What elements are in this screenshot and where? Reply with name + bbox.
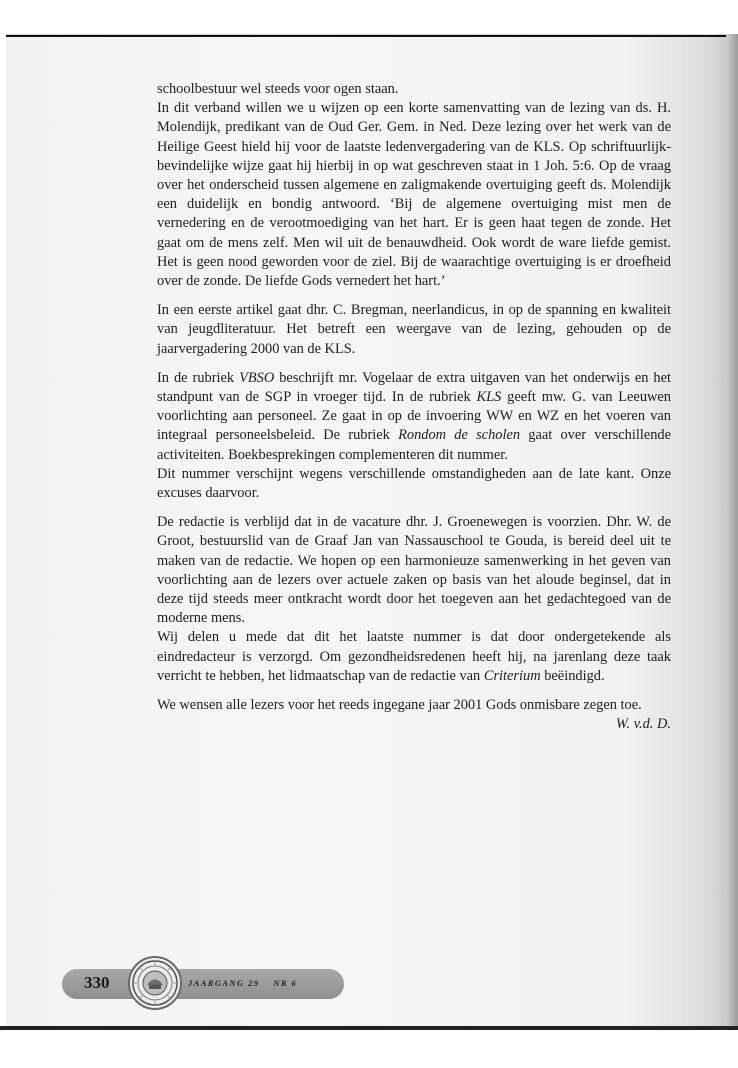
paragraph-1: schoolbestuur wel steeds voor ogen staan. [157,81,399,97]
paragraph-7 [157,628,671,686]
page-number: 330 [84,973,110,992]
article-body [157,80,671,735]
paragraph-6: De redactie is verblijd dat in de vacature dhr. J. Groenewegen is voorzien. Dhr. W. de Groot, bestuurslid van de Graaf Jan van Nassauschool te Gouda, is bereid deel uit te maken van de redactie. We hopen op een harmonieuze samenwerking in het geven van voorlichting aan de lezers over actuele zaken op basis van het aloude beginsel, dat in deze tijd steeds meer ontkracht wordt door het toegeven aan het gedachtegoed van de moderne mens. [157,514,671,627]
paragraph-7-text-a: Wij delen u mede dat dit het laatste nummer is dat door ondergetekende als eindredacteur is verzorgd. Om gezondheidsredenen heeft hij, na jarenlang deze taak verricht te hebben, het lidmaatschap van de redactie van [157,629,671,684]
paragraph-4 [157,369,671,465]
paragraph-2: In dit verband willen we u wijzen op een korte samenvatting van de lezing van ds. H. Molendijk, predikant van de Oud Ger. Gem. in Ned. Deze lezing over het werk van de Heilige Geest hield hij voor de laatste ledenvergadering van de KLS. Op schriftuurlijk-bevindelijke wijze gaat hij hierbij in op wat geschreven staat in 1 Joh. 5:6. Op de vraag over het onderscheid tussen algemene en zaligmakende overtuiging geeft ds. Molendijk een duidelijk en bondig antwoord. ‘Bij de algemene overtuiging mist men de vernedering en de verootmoediging van het hart. Er is geen haat tegen de zonde. Het gaat om de mens zelf. Men wil uit de benauwdheid. Ook wordt de ware liefde gemist. Het is geen nood geworden voor de ziel. Bij de waarachtige overtuiging is er droefheid over de zonde. De liefde Gods vernedert het hart.’ [157,100,671,290]
paragraph-3: In een eerste artikel gaat dhr. C. Bregman, neerlandicus, in op de spanning en kwaliteit van jeugdliteratuur. Het betreft een weergave van de lezing, gehouden op de jaarvergadering 2000 van de KLS. [157,302,671,357]
seal-icon [128,956,182,1010]
author-signature: W. v.d. D. [615,716,671,733]
paragraph-4-text-b: beschrijft mr. Vogelaar de extra uitgaven van het onderwijs en het standpunt van de SGP in vroeger tijd. In de rubriek [157,369,671,406]
volume-label: JAARGANG 29 [188,978,260,988]
issue-label: NR 6 [273,978,298,988]
magazine-title-criterium: Criterium [483,667,541,684]
paragraph-4-text-d: gaat over verschillende activiteiten. Boekbesprekingen complementeren dit nummer. [157,427,671,463]
rubric-vbso: VBSO [239,369,275,386]
paragraph-4-text-c: geeft mw. G. van Leeuwen voorlichting aan personeel. Ze gaat in op de invoering WW en WZ en het voeren van integraal personeelsbeleid. De rubriek [157,389,671,444]
rubric-rondom-de-scholen: Rondom de scholen [398,427,521,444]
paragraph-5: Dit nummer verschijnt wegens verschillende omstandigheden aan de late kant. Onze excuses daarvoor. [157,465,671,502]
paragraph-8: We wensen alle lezers voor het reeds ingegane jaar 2001 Gods onmisbare zegen toe. [157,697,642,714]
footer-issue-info [188,978,297,988]
rubric-kls: KLS [476,389,502,406]
page-binding-shadow [726,34,738,1028]
paragraph-7-text-b: beëindigd. [540,667,605,684]
paragraph-4-text-a: In de rubriek [157,369,240,386]
page-bottom-edge [0,1026,738,1030]
